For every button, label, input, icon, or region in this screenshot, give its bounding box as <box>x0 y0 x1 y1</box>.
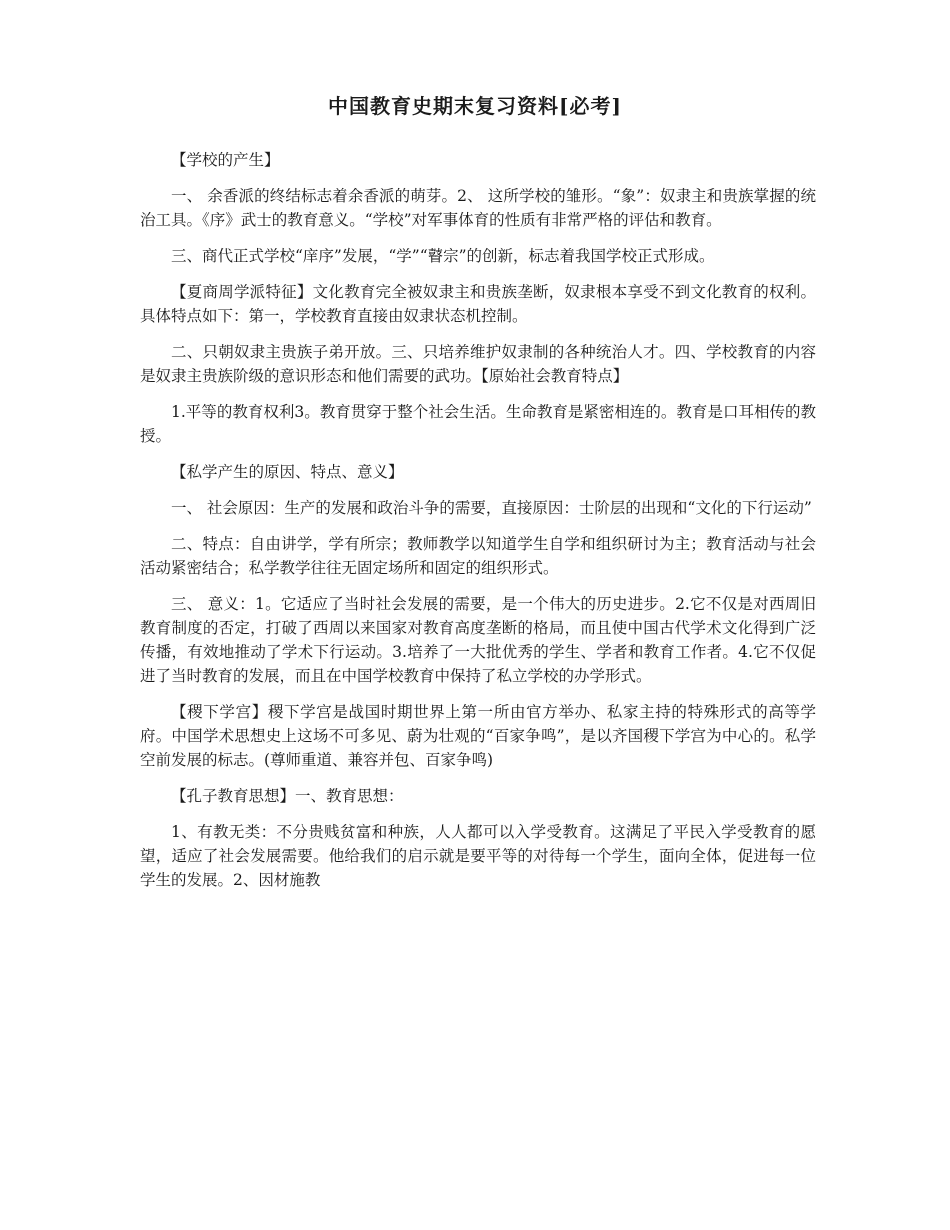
paragraph: 一、 余香派的终结标志着余香派的萌芽。2、 这所学校的雏形。“象”：奴隶主和贵族掌握的统治工具。《序》武士的教育意义。“学校”对军事体育的性质有非常严格的评估和教育。 <box>140 187 816 229</box>
paragraph: 1、有教无类：不分贵贱贫富和种族，人人都可以入学受教育。这满足了平民入学受教育的愿望，适应了社会发展需要。他给我们的启示就是要平等的对待每一个学生，面向全体，促进每一位学生的发展。2、因材施教 <box>140 823 816 889</box>
paragraph: 1.平等的教育权利3。教育贯穿于整个社会生活。生命教育是紧密相连的。教育是口耳相传的教授。 <box>140 403 816 445</box>
section-heading-confucius: 【孔子教育思想】一、教育思想： <box>171 787 404 805</box>
paragraph: 【夏商周学派特征】文化教育完全被奴隶主和贵族垄断，奴隶根本享受不到文化教育的权利。具体特点如下：第一，学校教育直接由奴隶状态机控制。 <box>140 283 816 325</box>
section-heading-school-origin: 【学校的产生】 <box>171 151 280 169</box>
section-heading-private-school: 【私学产生的原因、特点、意义】 <box>171 463 404 481</box>
paragraph: 二、特点：自由讲学，学有所宗；教师教学以知道学生自学和组织研讨为主；教育活动与社会活动紧密结合；私学教学往往无固定场所和固定的组织形式。 <box>140 535 816 577</box>
paragraph: 三、商代正式学校“庠序”发展，“学”“瞽宗”的创新，标志着我国学校正式形成。 <box>171 247 715 265</box>
document-body <box>140 148 816 904</box>
paragraph: 二、只朝奴隶主贵族子弟开放。三、只培养维护奴隶制的各种统治人才。四、学校教育的内容是奴隶主贵族阶级的意识形态和他们需要的武功。【原始社会教育特点】 <box>140 343 816 385</box>
paragraph: 一、 社会原因：生产的发展和政治斗争的需要，直接原因：士阶层的出现和“文化的下行运动” <box>171 499 812 517</box>
paragraph: 三、 意义：1。它适应了当时社会发展的需要，是一个伟大的历史进步。2.它不仅是对西周旧教育制度的否定，打破了西周以来国家对教育高度垄断的格局，而且使中国古代学术文化得到广泛传播，有效地推动了学术下行运动。3.培养了一大批优秀的学生、学者和教育工作者。4.它不仅促进了当时教育的发展，而且在中国学校教育中保持了私立学校的办学形式。 <box>140 595 816 685</box>
paragraph: 【稷下学宫】稷下学宫是战国时期世界上第一所由官方举办、私家主持的特殊形式的高等学府。中国学术思想史上这场不可多见、蔚为壮观的“百家争鸣”，是以齐国稷下学宫为中心的。私学空前发展的标志。(尊师重道、兼容并包、百家争鸣) <box>140 703 816 769</box>
document-title: 中国教育史期末复习资料[必考] <box>328 94 622 118</box>
